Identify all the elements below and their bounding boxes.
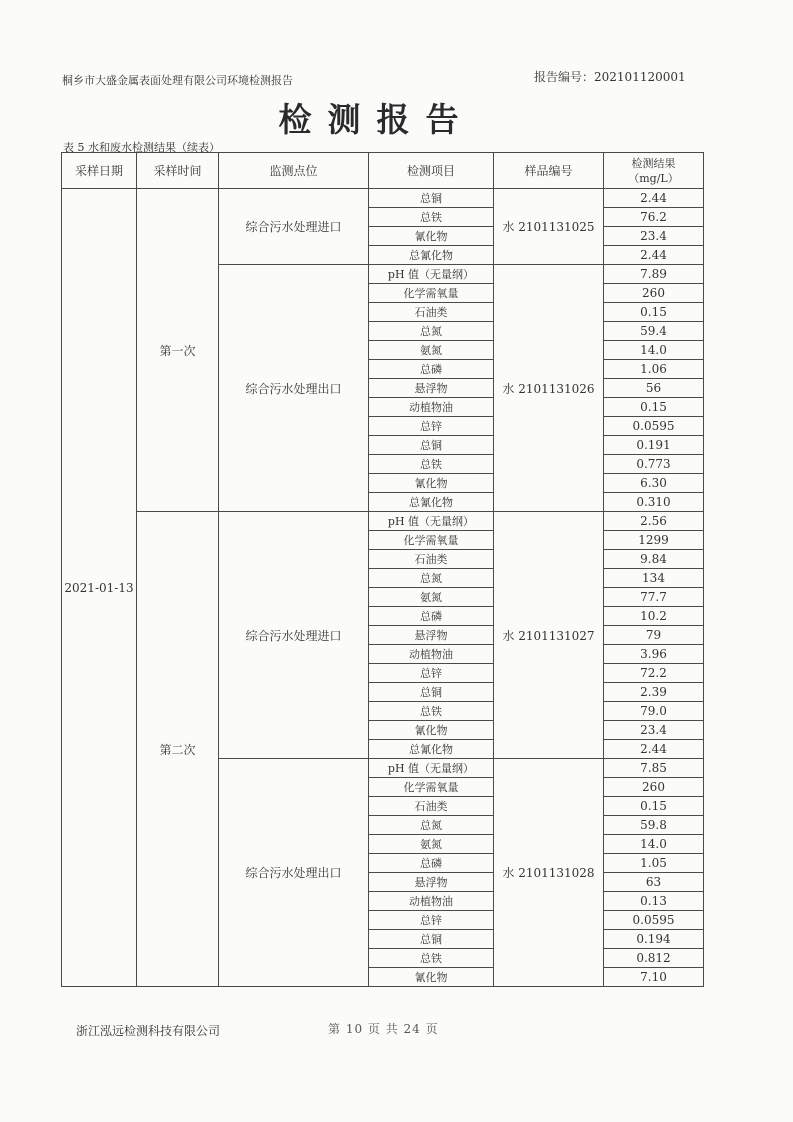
test-result: 7.10 xyxy=(604,968,704,987)
test-result: 0.310 xyxy=(604,493,704,512)
test-result: 0.15 xyxy=(604,398,704,417)
test-item: 总氮 xyxy=(369,322,494,341)
test-result: 14.0 xyxy=(604,835,704,854)
test-item: 总铜 xyxy=(369,189,494,208)
col-header-item: 检测项目 xyxy=(369,153,494,189)
test-item: 悬浮物 xyxy=(369,873,494,892)
test-result: 79 xyxy=(604,626,704,645)
test-result: 10.2 xyxy=(604,607,704,626)
test-result: 2.56 xyxy=(604,512,704,531)
test-item: 总氰化物 xyxy=(369,740,494,759)
results-table xyxy=(61,152,704,987)
test-item: 石油类 xyxy=(369,303,494,322)
test-item: 总氮 xyxy=(369,569,494,588)
test-result: 0.0595 xyxy=(604,417,704,436)
test-result: 63 xyxy=(604,873,704,892)
report-number xyxy=(534,68,686,85)
test-result: 23.4 xyxy=(604,227,704,246)
test-result: 2.44 xyxy=(604,246,704,265)
sample-id: 水 2101131027 xyxy=(494,512,604,759)
page-title: 检测报告 xyxy=(278,100,475,139)
col-header-result xyxy=(604,153,704,189)
test-item: 石油类 xyxy=(369,797,494,816)
table-row xyxy=(62,189,704,208)
sample-id: 水 2101131026 xyxy=(494,265,604,512)
test-item: 化学需氧量 xyxy=(369,531,494,550)
sampling-time: 第一次 xyxy=(137,189,219,512)
test-item: pH 值（无量纲） xyxy=(369,512,494,531)
test-result: 134 xyxy=(604,569,704,588)
test-item: 化学需氧量 xyxy=(369,284,494,303)
report-number-label: 报告编号： xyxy=(534,70,595,84)
test-item: 总铜 xyxy=(369,436,494,455)
test-item: 氰化物 xyxy=(369,474,494,493)
sampling-time: 第二次 xyxy=(137,512,219,987)
test-result: 6.30 xyxy=(604,474,704,493)
test-item: 总氰化物 xyxy=(369,493,494,512)
test-result: 9.84 xyxy=(604,550,704,569)
test-result: 2.44 xyxy=(604,189,704,208)
test-item: 总锌 xyxy=(369,911,494,930)
test-item: 总铜 xyxy=(369,683,494,702)
test-item: 悬浮物 xyxy=(369,626,494,645)
monitoring-location: 综合污水处理出口 xyxy=(219,759,369,987)
test-item: 总铁 xyxy=(369,455,494,474)
test-result: 0.773 xyxy=(604,455,704,474)
test-result: 77.7 xyxy=(604,588,704,607)
test-item: 总锌 xyxy=(369,664,494,683)
test-result: 59.4 xyxy=(604,322,704,341)
monitoring-location: 综合污水处理出口 xyxy=(219,265,369,512)
test-result: 260 xyxy=(604,284,704,303)
test-item: 氨氮 xyxy=(369,588,494,607)
test-item: 总铁 xyxy=(369,702,494,721)
test-result: 7.89 xyxy=(604,265,704,284)
test-result: 260 xyxy=(604,778,704,797)
test-result: 2.39 xyxy=(604,683,704,702)
sample-id: 水 2101131025 xyxy=(494,189,604,265)
test-result: 76.2 xyxy=(604,208,704,227)
test-item: 总铜 xyxy=(369,930,494,949)
table-row xyxy=(62,512,704,531)
result-header-line1: 检测结果 xyxy=(631,156,676,170)
table-header-row xyxy=(62,153,704,189)
test-result: 1.05 xyxy=(604,854,704,873)
test-item: 总锌 xyxy=(369,417,494,436)
test-item: 氰化物 xyxy=(369,721,494,740)
col-header-sample: 样品编号 xyxy=(494,153,604,189)
test-item: 氨氮 xyxy=(369,835,494,854)
col-header-time: 采样时间 xyxy=(137,153,219,189)
test-result: 14.0 xyxy=(604,341,704,360)
table-caption: 表 5 水和废水检测结果（续表） xyxy=(63,141,220,154)
monitoring-location: 综合污水处理进口 xyxy=(219,189,369,265)
test-result: 1.06 xyxy=(604,360,704,379)
report-number-value: 202101120001 xyxy=(594,70,686,84)
test-result: 1299 xyxy=(604,531,704,550)
test-item: 总氮 xyxy=(369,816,494,835)
footer-company: 浙江泓远检测科技有限公司 xyxy=(76,1024,221,1038)
test-item: 总氰化物 xyxy=(369,246,494,265)
test-result: 0.13 xyxy=(604,892,704,911)
test-result: 56 xyxy=(604,379,704,398)
col-header-location: 监测点位 xyxy=(219,153,369,189)
test-item: 动植物油 xyxy=(369,645,494,664)
footer-page-number: 第 10 页 共 24 页 xyxy=(328,1022,439,1036)
test-item: 总磷 xyxy=(369,607,494,626)
test-result: 72.2 xyxy=(604,664,704,683)
test-item: 氰化物 xyxy=(369,227,494,246)
test-item: 动植物油 xyxy=(369,892,494,911)
result-header-line2: （mg/L） xyxy=(628,171,679,185)
test-item: 石油类 xyxy=(369,550,494,569)
test-result: 0.812 xyxy=(604,949,704,968)
test-item: 总磷 xyxy=(369,360,494,379)
test-item: 总铁 xyxy=(369,208,494,227)
test-result: 0.194 xyxy=(604,930,704,949)
test-result: 2.44 xyxy=(604,740,704,759)
test-item: 氰化物 xyxy=(369,968,494,987)
test-item: 氨氮 xyxy=(369,341,494,360)
report-company-header: 桐乡市大盛金属表面处理有限公司环境检测报告 xyxy=(62,74,293,87)
test-result: 79.0 xyxy=(604,702,704,721)
monitoring-location: 综合污水处理进口 xyxy=(219,512,369,759)
test-item: pH 值（无量纲） xyxy=(369,759,494,778)
test-item: 总磷 xyxy=(369,854,494,873)
test-result: 0.191 xyxy=(604,436,704,455)
test-result: 0.15 xyxy=(604,303,704,322)
test-item: 化学需氧量 xyxy=(369,778,494,797)
test-item: 悬浮物 xyxy=(369,379,494,398)
test-item: 动植物油 xyxy=(369,398,494,417)
sample-id: 水 2101131028 xyxy=(494,759,604,987)
col-header-date: 采样日期 xyxy=(62,153,137,189)
test-result: 7.85 xyxy=(604,759,704,778)
test-result: 0.15 xyxy=(604,797,704,816)
sampling-date: 2021-01-13 xyxy=(62,189,137,987)
test-result: 3.96 xyxy=(604,645,704,664)
test-item: pH 值（无量纲） xyxy=(369,265,494,284)
test-result: 59.8 xyxy=(604,816,704,835)
test-result: 23.4 xyxy=(604,721,704,740)
test-result: 0.0595 xyxy=(604,911,704,930)
test-item: 总铁 xyxy=(369,949,494,968)
